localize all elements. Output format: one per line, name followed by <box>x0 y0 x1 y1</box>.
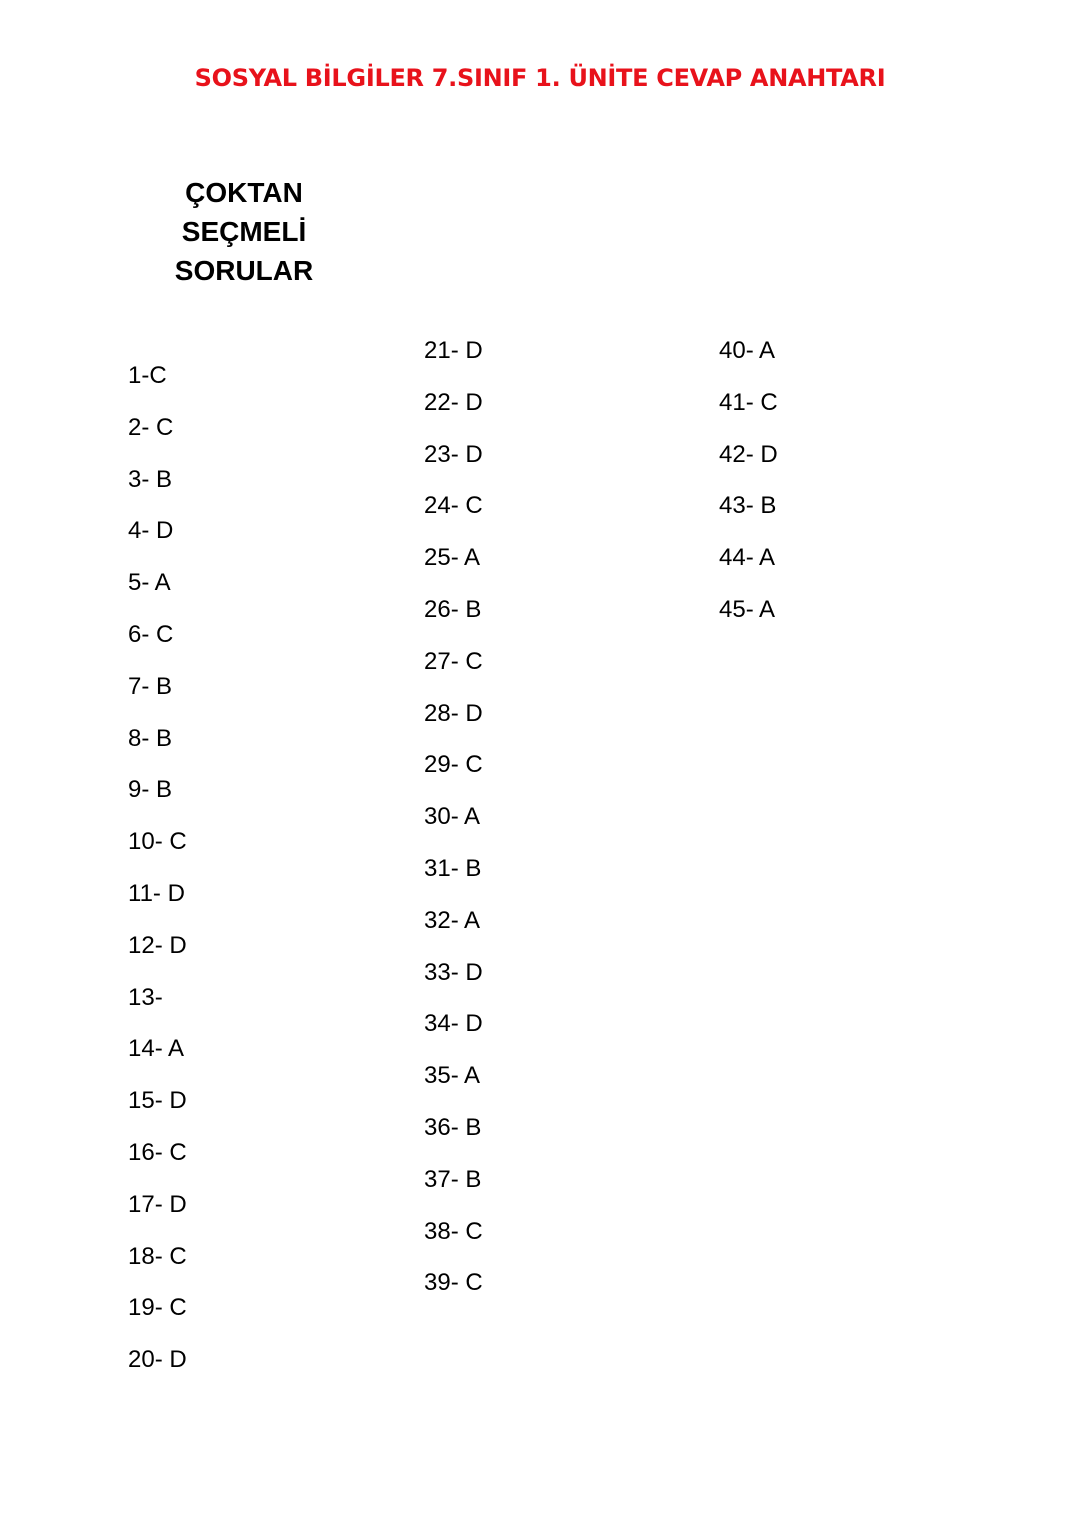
answer-item: 7- B <box>128 672 173 700</box>
answer-item: 17- D <box>128 1190 187 1218</box>
answer-item: 11- D <box>128 879 185 907</box>
answer-item: 3- B <box>128 465 173 493</box>
answer-item: 40- A <box>719 337 776 364</box>
answer-item: 34- D <box>424 1010 483 1038</box>
answer-item: 19- C <box>128 1294 187 1322</box>
answer-item: 20- D <box>128 1346 187 1374</box>
answer-item: 29- C <box>424 751 483 779</box>
answer-item: 33- D <box>424 958 483 986</box>
answer-item: 13- <box>128 983 163 1011</box>
answer-item: 25- A <box>424 544 481 572</box>
answer-item: 31- B <box>424 854 482 882</box>
answer-item: 2- C <box>128 413 174 441</box>
answer-item: 38- C <box>424 1217 483 1245</box>
answer-item: 32- A <box>424 906 481 934</box>
answer-column-1 <box>128 361 187 1397</box>
answer-item: 9- B <box>128 776 173 804</box>
answer-item: 5- A <box>128 569 171 597</box>
answer-item: 36- B <box>424 1113 482 1141</box>
answer-item: 23- D <box>424 440 483 468</box>
answer-item: 35- A <box>424 1062 481 1090</box>
answer-item: 6- C <box>128 620 174 648</box>
section-heading-line: SEÇMELİ <box>181 216 307 247</box>
answer-item: 43- B <box>719 492 777 520</box>
answer-item: 45- A <box>719 595 776 623</box>
answer-item: 28- D <box>424 699 483 727</box>
answer-item: 22- D <box>424 388 483 416</box>
answer-item: 10- C <box>128 828 187 856</box>
answer-item: 30- A <box>424 803 481 831</box>
answer-item: 42- D <box>719 440 778 468</box>
answer-item: 15- D <box>128 1087 187 1115</box>
answer-item: 39- C <box>424 1269 483 1297</box>
answer-item: 27- C <box>424 647 483 675</box>
answer-item: 14- A <box>128 1035 185 1063</box>
answer-item: 26- B <box>424 595 482 623</box>
answer-column-3 <box>719 336 778 647</box>
answer-item: 24- C <box>424 492 483 520</box>
section-heading-line: ÇOKTAN <box>185 177 303 208</box>
section-heading-line: SORULAR <box>174 255 314 286</box>
answer-item: 4- D <box>128 517 174 545</box>
answer-item: 12- D <box>128 931 187 959</box>
answer-item: 16- C <box>128 1138 187 1166</box>
document-title: SOSYAL BİLGİLER 7.SINIF 1. ÜNİTE CEVAP ANAHTARI <box>194 64 886 92</box>
answer-item: 21- D <box>424 337 483 364</box>
answer-item: 44- A <box>719 544 776 572</box>
answer-item: 37- B <box>424 1165 482 1193</box>
answer-item: 8- B <box>128 724 173 752</box>
answer-item: 1-C <box>128 362 167 389</box>
answer-item: 41- C <box>719 388 778 416</box>
answer-column-2 <box>424 336 483 1320</box>
answer-item: 18- C <box>128 1242 187 1270</box>
section-heading <box>154 173 334 290</box>
